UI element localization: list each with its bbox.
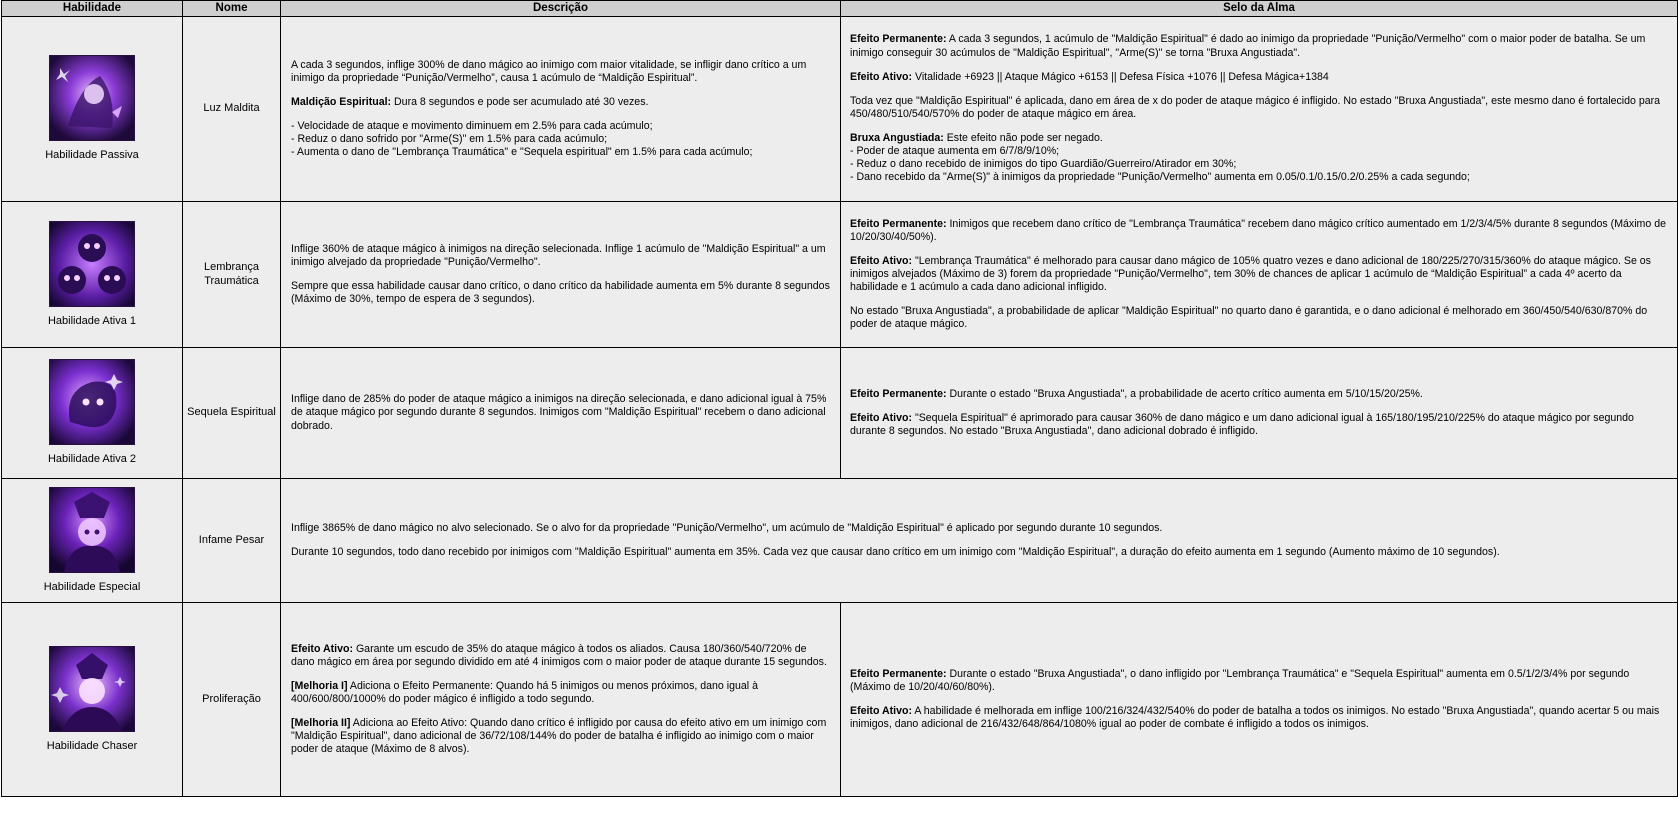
skill-cell: [2, 348, 183, 479]
seal-paragraph: No estado "Bruxa Angustiada", a probabilidade de aplicar "Maldição Espiritual" no quarto dano é garantida, e o dano adicional é melhorado em 360/450/540/630/870% do poder de ataque mágico.: [850, 305, 1648, 331]
seal-bullet: - Dano recebido da "Arme(S)" à inimigos da propriedade "Punição/Vermelho" aumenta em 0.05/0.1/0.15/0.2/0.25% a cada segundo;: [850, 171, 1470, 184]
desc-paragraph: [291, 96, 832, 109]
desc-bullet: - Velocidade de ataque e movimento diminuem em 2.5% para cada acúmulo;: [291, 120, 653, 132]
desc-paragraph: Durante 10 segundos, todo dano recebido por inimigos com "Maldição Espiritual" aumenta em 35%. Cada vez que causar dano crítico em um inimigo com "Maldição Espiritual", a duração do efeito aumenta em 1 segundo (Aumento máximo de 10 segundos).: [291, 546, 1500, 558]
skill-description: [281, 479, 1678, 603]
desc-label: Efeito Ativo:: [291, 642, 353, 655]
seal-bullet: - Poder de ataque aumenta em 6/7/8/9/10%;: [850, 145, 1060, 158]
seal-permanent: [850, 668, 1669, 694]
seal-label: Efeito Ativo:: [850, 411, 912, 424]
header-description: Descrição: [281, 1, 841, 17]
seal-bullet: - Reduz o dano recebido de inimigos do tipo Guardião/Guerreiro/Atirador em 30%;: [850, 158, 1237, 171]
skill-row-special: [2, 479, 1678, 603]
skill-description: [281, 202, 841, 348]
desc-bullet: - Aumenta o dano de "Lembrança Traumática" e "Sequela espiritual" em 1.5% para cada acúmulo;: [291, 146, 753, 159]
skill-name: Lembrança Traumática: [183, 202, 281, 348]
desc-text: Dura 8 segundos e pode ser acumulado até 30 vezes.: [391, 95, 649, 108]
seal-text: Inimigos que recebem dano crítico de "Lembrança Traumática" recebem dano mágico crítico aumentado em 1/2/3/4/5% durante 8 segundos (Máximo de 10/20/30/40/50%).: [850, 217, 1667, 243]
skill-type-label: Habilidade Especial: [43, 580, 141, 593]
desc-bullet: - Reduz o dano sofrido por "Arme(S)" em 1.5% para cada acúmulo;: [291, 133, 608, 146]
desc-paragraph: Inflige 3865% de dano mágico no alvo selecionado. Se o alvo for da propriedade "Punição/Vermelho", um acúmulo de "Maldição Espiritual" é aplicado por segundo durante 10 segundos.: [291, 521, 1163, 534]
desc-upgrade-2: [291, 717, 832, 756]
seal-active: [850, 71, 1669, 84]
skill-cell: [2, 17, 183, 202]
desc-upgrade-1: [291, 680, 832, 706]
seal-text: "Sequela Espiritual" é aprimorado para causar 360% de dano mágico e um dano adicional igual à 165/180/195/210/225% do ataque mágico por segundo durante 8 segundos. No estado "Bruxa Angustiada", dano adicional dobrado é infligido.: [850, 411, 1634, 438]
soul-seal-cell: [841, 603, 1678, 797]
desc-label: [Melhoria II]: [291, 717, 351, 730]
desc-text: Adiciona o Efeito Permanente: Quando há 5 inimigos ou menos próximos, dano igual à 400/600/800/1000% do poder mágico é infligido a todo segundo.: [291, 679, 758, 705]
skill-name: Sequela Espiritual: [183, 348, 281, 479]
seal-active: [850, 255, 1669, 294]
witch-special-icon: [49, 487, 135, 573]
seal-active: [850, 705, 1669, 731]
seal-witch-state: [850, 132, 1669, 145]
skill-description: [281, 17, 841, 202]
desc-paragraph: Sempre que essa habilidade causar dano crítico, o dano crítico da habilidade aumenta em 5% durante 8 segundos (Máximo de 30%, tempo de espera de 3 segundos).: [291, 280, 830, 306]
skill-cell: [2, 479, 183, 603]
skill-type-label: Habilidade Ativa 1: [47, 314, 137, 327]
header-soul-seal: Selo da Alma: [841, 1, 1678, 17]
skill-description: [281, 603, 841, 797]
seal-text: Vitalidade +6923 || Ataque Mágico +6153 || Defesa Física +1076 || Defesa Mágica+1384: [912, 70, 1329, 83]
seal-label: Bruxa Angustiada:: [850, 132, 944, 145]
seal-permanent: [850, 218, 1669, 244]
skill-cell: [2, 202, 183, 348]
seal-text: Durante o estado "Bruxa Angustiada", a probabilidade de acerto crítico aumenta em 5/10/15/20/25%.: [946, 387, 1423, 400]
skill-name: Luz Maldita: [183, 17, 281, 202]
skill-row-passive: [2, 17, 1678, 202]
skills-table: [1, 0, 1678, 797]
seal-label: Efeito Permanente:: [850, 217, 947, 230]
seal-text: "Lembrança Traumática" é melhorado para causar dano mágico de 105% quatro vezes e dano adicional de 180/225/270/315/360% do ataque mágico. Se os inimigos alvejados (Máximo de 3) forem da propriedade "Punição/Vermelho", tem 30% de chances de aplicar 1 acúmulo de “Maldição Espiritual” a cada 4º acerto da habilidade e 1 acúmulo a cada dano adicional infligido.: [850, 254, 1651, 294]
seal-text: Durante o estado "Bruxa Angustiada", o dano infligido por "Lembrança Traumática" e "Sequela Espiritual" aumenta em 0.5/1/2/3/4% por segundo (Máximo de 10/20/40/60/80%).: [850, 667, 1630, 693]
seal-permanent: [850, 33, 1669, 59]
desc-paragraph: A cada 3 segundos, inflige 300% de dano mágico ao inimigo com maior vitalidade, se infligir dano crítico a um inimigo da propriedade “Punição/Vermelho”, causa 1 acúmulo de “Maldição Espiritual”.: [291, 58, 807, 84]
skill-type-label: Habilidade Passiva: [45, 149, 139, 162]
witch-chaser-icon: [49, 646, 135, 732]
desc-label: [Melhoria I]: [291, 679, 348, 692]
seal-label: Efeito Ativo:: [850, 705, 912, 717]
header-name: Nome: [183, 1, 281, 17]
desc-paragraph: Inflige 360% de ataque mágico à inimigos na direção selecionada. Inflige 1 acúmulo de "Maldição Espiritual" a um inimigo alvejado da propriedade "Punição/Vermelho".: [291, 242, 826, 268]
header-row: [2, 1, 1678, 17]
skill-row-chaser: [2, 603, 1678, 797]
desc-active: [291, 643, 832, 669]
seal-label: Efeito Ativo:: [850, 254, 912, 267]
skill-type-label: Habilidade Ativa 2: [47, 453, 137, 466]
seal-paragraph: Toda vez que "Maldição Espiritual" é aplicada, dano em área de x do poder de ataque mágico é infligido. No estado "Bruxa Angustiada", este mesmo dano é fortalecido para 450/480/510/540/570% do poder de ataque mágico em área.: [850, 94, 1661, 120]
desc-paragraph: Inflige dano de 285% do poder de ataque mágico a inimigos na direção selecionada, e dano adicional igual à 75% de ataque mágico por segundo durante 8 segundos. Inimigos com "Maldição Espiritual" recebem o dano adicional dobrado.: [291, 393, 827, 432]
seal-text: A cada 3 segundos, 1 acúmulo de "Maldição Espiritual" é dado ao inimigo da propriedade "Punição/Vermelho" com o maior poder de batalha. Se um inimigo conseguir 30 acúmulos de "Maldição Espiritual", "Arme(S)" se torna "Bruxa Angustiada".: [850, 33, 1646, 59]
seal-text: Este efeito não pode ser negado.: [943, 132, 1103, 145]
desc-label: Maldição Espiritual:: [291, 95, 392, 108]
seal-text: A habilidade é melhorada em inflige 100/216/324/432/540% do poder de batalha a todos os inimigos. No estado "Bruxa Angustiada", quando acertar 5 ou mais inimigos, dano adicional de 216/432/648/864/1080% igual ao poder de combate é infligido a todos os inimigos.: [850, 705, 1660, 731]
spirit-swirl-icon: [49, 359, 135, 445]
seal-active: [850, 412, 1669, 438]
seal-label: Efeito Permanente:: [850, 667, 947, 680]
witch-passive-icon: [49, 55, 135, 141]
skill-row-active-1: [2, 202, 1678, 348]
soul-seal-cell: [841, 348, 1678, 479]
soul-seal-cell: [841, 202, 1678, 348]
seal-label: Efeito Permanente:: [850, 33, 947, 46]
skill-type-label: Habilidade Chaser: [46, 739, 138, 752]
seal-permanent: [850, 388, 1669, 401]
skill-name: Proliferação: [183, 603, 281, 797]
three-spirits-icon: [49, 221, 135, 307]
desc-text: Garante um escudo de 35% do ataque mágico à todos os aliados. Causa 180/360/540/720% de dano mágico em área por segundo dividido em até 4 inimigos com o maior poder de ataque durante 15 segundos.: [291, 642, 827, 668]
soul-seal-cell: [841, 17, 1678, 202]
desc-text: Adiciona ao Efeito Ativo: Quando dano crítico é infligido por causa do efeito ativo em um inimigo com "Maldição Espiritual", dano adicional de 36/72/108/144% do poder de batalha é infligido ao inimigo com o maior poder de ataque (Máximo de 8 alvos).: [291, 717, 827, 756]
header-skill: Habilidade: [2, 1, 183, 17]
skill-cell: [2, 603, 183, 797]
skill-name: Infame Pesar: [183, 479, 281, 603]
skill-row-active-2: [2, 348, 1678, 479]
skill-description: [281, 348, 841, 479]
seal-label: Efeito Permanente:: [850, 387, 947, 400]
seal-label: Efeito Ativo:: [850, 70, 912, 83]
